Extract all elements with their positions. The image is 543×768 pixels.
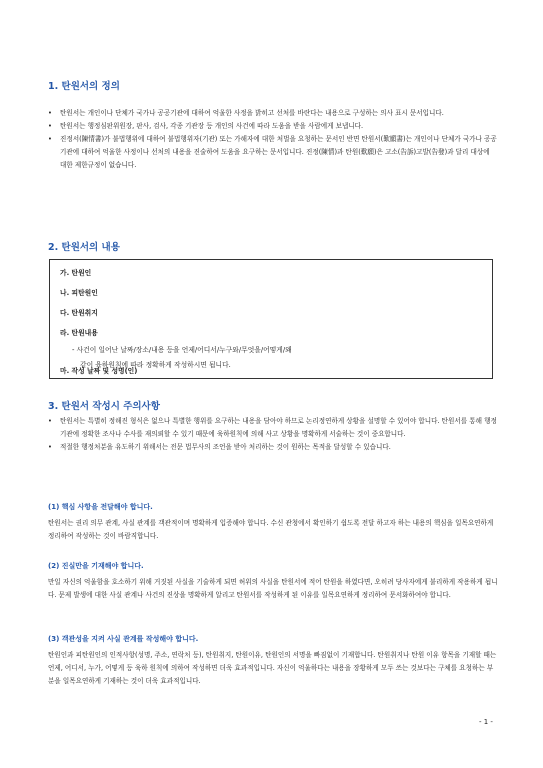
box-item-date-signature: 마. 작성 날짜 및 성명(인) <box>60 367 138 375</box>
box-item-content: 라. 탄원내용 <box>60 329 98 337</box>
section-heading-contents: 2. 탄원서의 내용 <box>48 242 120 253</box>
list-item: • 탄원서는 개인이나 단체가 국가나 공공기관에 대하여 억울한 사정을 밝히고 선처를 바란다는 내용으로 구성하는 의사 표시 문서입니다. <box>48 107 498 120</box>
cautions-bullets <box>48 415 498 454</box>
box-detail-line-1: - 사건이 일어난 날짜/장소/내용 등을 언제/어디서/누구와/무엇을/어떻게/왜 <box>72 346 292 354</box>
box-detail-line-2: 같이 육하원칙에 따라 정확하게 작성하시면 됩니다. <box>80 361 231 369</box>
section-heading-definition: 1. 탄원서의 정의 <box>48 81 120 92</box>
list-item: • 탄원서는 특별히 정해진 형식은 없으나 특별한 행위를 요구하는 내용을 담아야 하므로 논리정연하게 상황을 설명할 수 있어야 합니다. 탄원서를 통해 행정기관에 정확한 조사나 수사를 재의뢰할 수 있기 때문에 육하원칙에 의해 사고 상황을 명확하게 서술하는 것이 중요합니다. <box>48 415 498 441</box>
box-item-respondent: 나. 피탄원인 <box>60 289 98 297</box>
box-item-purpose: 다. 탄원취지 <box>60 309 98 317</box>
subsection-title-objectivity: (3) 객관성을 지켜 사실 관계를 작성해야 합니다. <box>48 635 199 643</box>
section-heading-cautions: 3. 탄원서 작성시 주의사항 <box>48 401 160 412</box>
definition-bullets <box>48 107 498 172</box>
contents-box <box>49 259 493 379</box>
list-item: • 적절한 행정처분을 유도하기 위해서는 전문 법무사의 조언을 받아 처리하는 것이 원하는 목적을 달성할 수 있습니다. <box>48 441 498 454</box>
box-item-petitioner: 가. 탄원인 <box>60 269 92 277</box>
subsection-body-truth: 만일 자신의 억울함을 호소하기 위해 거짓된 사실을 기술하게 되면 허위의 사실을 탄원서에 적어 탄원을 하였다면, 오히려 당사자에게 불리하게 작용하게 됩니다. 문제 발생에 대한 사실 관계나 사건의 진상을 명확하게 알리고 탄원서를 작성하게 된 이유를 일목요연하게 정리하여 문서화하여야 합니다. <box>48 578 498 599</box>
subsection-body-core: 탄원서는 권리 의무 관계, 사실 관계를 객관적이며 명확하게 입증해야 합니다. 수신 관청에서 확인하기 쉽도록 전달 하고자 하는 내용의 핵심을 일목요연하게 정리하여 작성하는 것이 바람직합니다. <box>48 519 494 540</box>
page-number: - 1 - <box>479 718 493 726</box>
list-item: • 탄원서는 행정심판위원장, 판사, 검사, 각종 기관장 등 개인의 사건에 따라 도움을 받을 사람에게 보냅니다. <box>48 120 498 133</box>
list-item: • 진정서(陳情書)가 불법행위에 대하여 불법행위자(기관) 또는 가해자에 대한 처벌을 요청하는 문서인 반면 탄원서(歎願書)는 개인이나 단체가 국가나 공공기관에 대하여 억울한 사정이나 선처의 내용을 진술하여 도움을 요구하는 문서입니다. 진정(陳情)과 탄원(歎願)은 고소(告訴)고발(告發)과 달리 대상에 대한 제한규정이 없습니다. <box>48 133 498 172</box>
subsection-body-objectivity: 탄원인과 피탄원인의 인적사항(성명, 주소, 연락처 등), 탄원취지, 탄원이유, 탄원인의 서명을 빠짐없이 기재합니다. 탄원취지나 탄원 이유 항목을 기재할 때는 언제, 어디서, 누가, 어떻게 등 육하 원칙에 의하여 작성하면 더욱 효과적입니다. 자신이 억울하다는 내용을 장황하게 모두 쓰는 것보다는 구체를 요청하는 부분을 일목요연하게 기재하는 것이 더욱 효과적입니다. <box>48 651 497 685</box>
subsection-title-core: (1) 핵심 사항을 전달해야 합니다. <box>48 503 153 511</box>
subsection-title-truth: (2) 진실만을 기재해야 합니다. <box>48 562 144 570</box>
